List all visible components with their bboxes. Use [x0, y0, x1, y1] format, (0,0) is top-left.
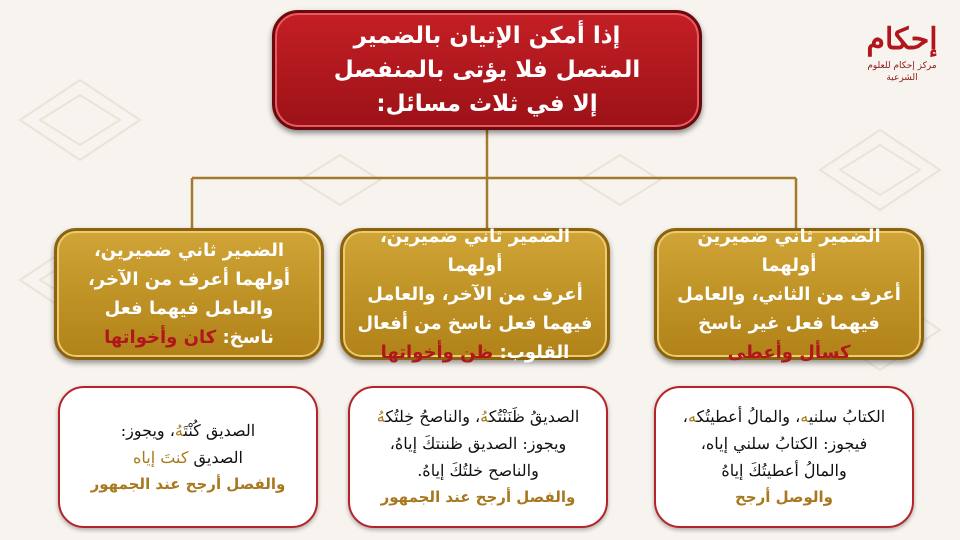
root-text	[320, 19, 655, 121]
example-verdict: والفصل أرجح عند الجمهور	[90, 474, 286, 493]
case-2-rule	[340, 225, 610, 363]
example-text: الصديق كُنْتَ	[183, 420, 256, 440]
example-text: الكتابُ سلني	[808, 407, 886, 426]
example-highlight: ه	[800, 407, 809, 426]
example-line	[683, 403, 885, 430]
rule-line: فيهما فعل غير ناسخ	[698, 312, 880, 334]
case-3-example	[58, 386, 318, 528]
rule-line: الضمير ثاني ضميرين، أولهما	[379, 225, 571, 276]
rule-line: والعامل فيهما فعل	[104, 298, 274, 319]
example-highlight: ه	[687, 407, 697, 426]
example-line	[91, 444, 286, 471]
rule-emphasis: كسأل وأعطى	[727, 341, 851, 363]
rule-line: أعرف من الآخر، والعامل	[367, 283, 583, 305]
example-line	[377, 403, 580, 430]
example-line	[91, 417, 286, 444]
root-line: إلا في ثلاث مسائل:	[376, 91, 598, 117]
example-highlight: كنتَ إياه	[133, 447, 189, 467]
rule-line: أعرف من الثاني، والعامل	[677, 283, 901, 305]
rule-line: أولهما أعرف من الآخر،	[87, 269, 291, 290]
rule-line: الضمير ثاني ضميرين،	[93, 240, 285, 261]
rule-line: ناسخ:	[222, 327, 274, 348]
example-text: الصديقُ ظَنَنْتُك	[488, 407, 580, 426]
rule-line: الضمير ثاني ضميرين أولهما	[697, 225, 881, 276]
logo-subtitle: مركز إحكام للعلوم الشرعية	[867, 61, 937, 83]
example-verdict: والفصل أرجح عند الجمهور	[380, 488, 576, 506]
example-text: ، ويجوز:	[120, 420, 175, 440]
example-verdict: والوصل أرجح	[735, 488, 834, 506]
root-line: المتصل فلا يؤتى بالمنفصل	[333, 57, 641, 83]
root-line: إذا أمكن الإتيان بالضمير	[353, 23, 621, 49]
example-highlight: هُ	[174, 420, 184, 440]
case-1-rule	[654, 225, 924, 363]
rule-emphasis: كان وأخواتها	[104, 327, 217, 348]
logo	[856, 20, 948, 92]
example-highlight: هُ	[376, 407, 386, 426]
rule-line: فيهما فعل ناسخ من أفعال	[357, 312, 593, 334]
case-3-rule	[54, 228, 324, 360]
example-text: ، والمالُ أعطيتُك	[696, 407, 801, 426]
example-highlight: هُ	[480, 407, 489, 426]
example-line: والناصح خلتُكَ إياهُ.	[417, 461, 539, 480]
example-text: الصديق	[188, 447, 243, 467]
case-1-example	[654, 386, 914, 528]
example-line: ويجوز: الصديق ظننتكَ إياهُ،	[389, 434, 567, 453]
example-text: ،	[682, 407, 688, 426]
rule-line: القلوب:	[499, 341, 570, 363]
rule-emphasis: ظن وأخواتها	[380, 341, 494, 363]
example-line: والمالُ أعطيتُكَ إياهُ	[721, 461, 847, 480]
root-node	[272, 10, 702, 130]
example-line: فيجوز: الكتابُ سلني إياه،	[700, 434, 868, 453]
example-text: ، والناصحُ خِلتُك	[385, 407, 481, 426]
case-2-example	[348, 386, 608, 528]
logo-name: إحكام	[866, 22, 938, 57]
